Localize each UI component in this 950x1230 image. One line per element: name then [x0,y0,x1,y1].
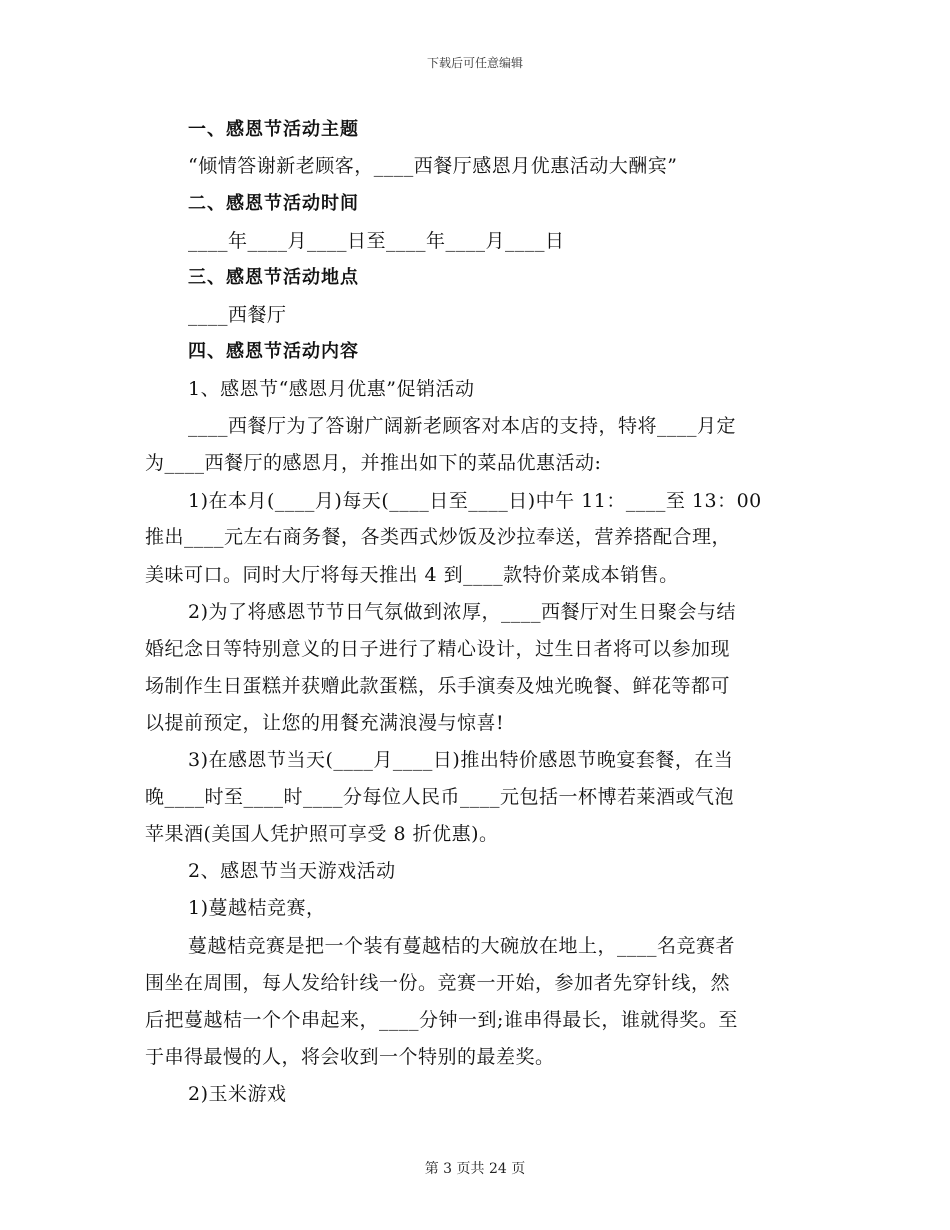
section-heading-time: 二、感恩节活动时间 [188,193,359,214]
paragraph-line: 1)在本月(____月)每天(____日至____日)中午 11：____至 13：00 [188,490,762,512]
paragraph-line: 2)为了将感恩节节日气氛做到浓厚，____西餐厅对生日聚会与结 [188,601,737,623]
page-header: 下载后可任意编辑 [426,56,523,70]
paragraph-line: 婚纪念日等特别意义的日子进行了精心设计，过生日者将可以参加现 [145,638,731,660]
paragraph-line: 后把蔓越桔一个个串起来，____分钟一到;谁串得最长，谁就得奖。至 [145,1009,738,1031]
paragraph-line: 3)在感恩节当天(____月____日)推出特价感恩节晚宴套餐，在当 [188,749,734,771]
paragraph-line: 为____西餐厅的感恩月，并推出如下的菜品优惠活动: [145,452,602,474]
section-heading-theme: 一、感恩节活动主题 [188,119,359,140]
paragraph-line: 苹果酒(美国人凭护照可享受 8 折优惠)。 [145,823,499,845]
paragraph-line: 美味可口。同时大厅将每天推出 4 到____款特价菜成本销售。 [145,564,679,586]
subheading-line: 2、感恩节当天游戏活动 [188,860,396,882]
paragraph-line: 场制作生日蛋糕并获赠此款蛋糕，乐手演奏及烛光晚餐、鲜花等都可 [145,675,731,697]
section-heading-location: 三、感恩节活动地点 [188,267,359,288]
paragraph-line: 晚____时至____时____分每位人民币____元包括一杯博若莱酒或气泡 [145,786,735,808]
paragraph-line: 蔓越桔竞赛是把一个装有蔓越桔的大碗放在地上，____名竞赛者 [188,935,736,957]
paragraph-line: 推出____元左右商务餐，各类西式炒饭及沙拉奉送，营养搭配合理， [145,526,732,548]
paragraph-line: 于串得最慢的人，将会收到一个特别的最差奖。 [145,1046,555,1068]
paragraph-line: 围坐在周围，每人发给针线一份。竞赛一开始，参加者先穿针线，然 [145,972,731,994]
section-heading-content: 四、感恩节活动内容 [188,341,359,362]
paragraph-line: 2)玉米游戏 [188,1083,287,1105]
paragraph-line: 以提前预定，让您的用餐充满浪漫与惊喜! [145,712,505,734]
subheading-line: 1、感恩节“感恩月优惠”促销活动 [188,378,475,400]
paragraph-line: ____年____月____日至____年____月____日 [188,230,565,252]
page-footer: 第 3 页共 24 页 [424,1161,526,1177]
paragraph-line: “倾情答谢新老顾客，____西餐厅感恩月优惠活动大酬宾” [188,155,678,177]
paragraph-line: ____西餐厅为了答谢广阔新老顾客对本店的支持，特将____月定 [188,415,737,437]
paragraph-line: 1)蔓越桔竞赛， [188,897,326,919]
paragraph-line: ____西餐厅 [188,304,287,326]
